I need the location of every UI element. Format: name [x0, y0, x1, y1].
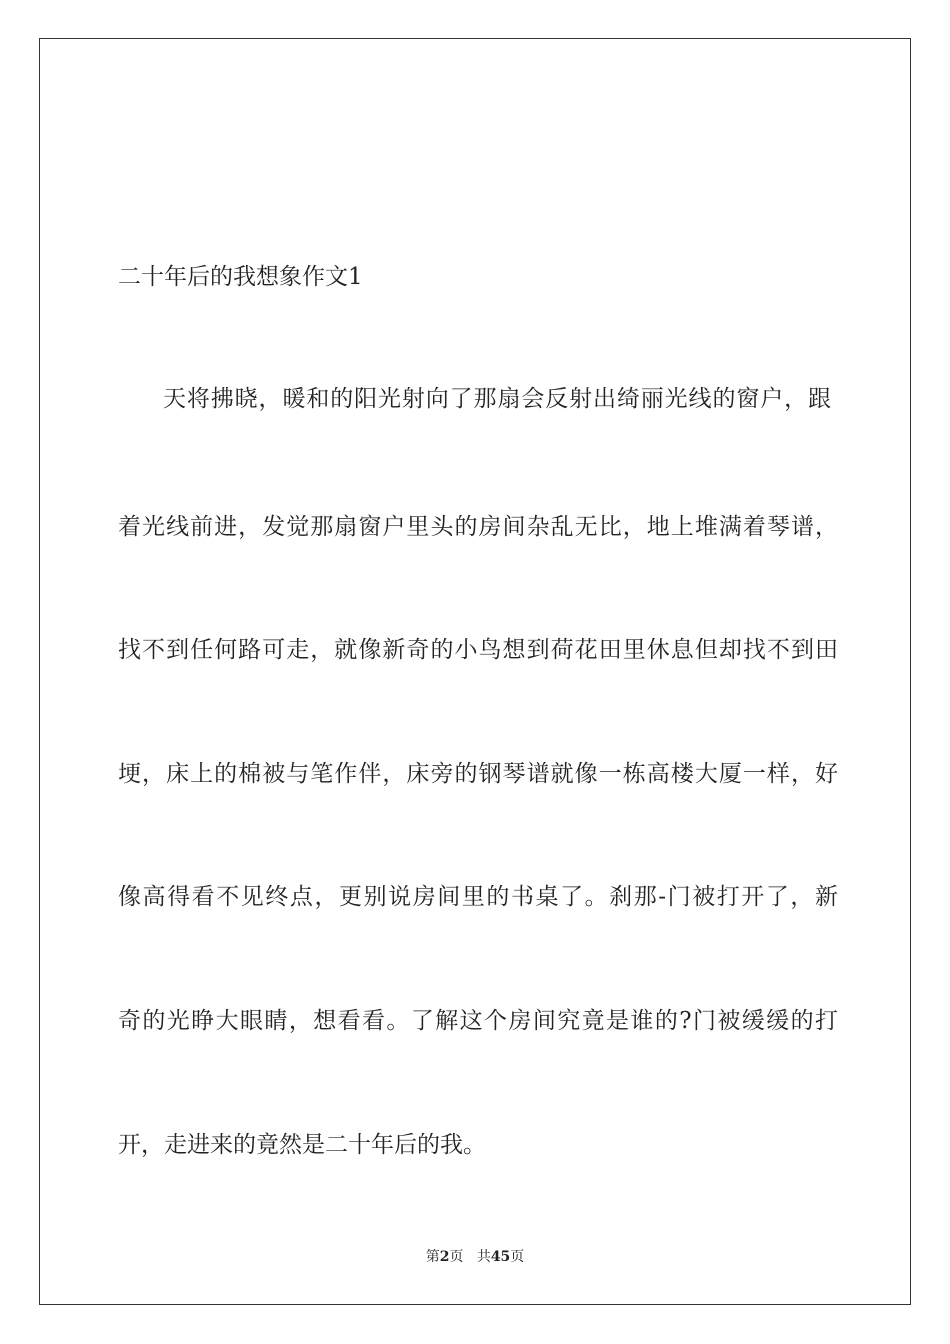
page-border	[39, 38, 911, 1305]
page-total: 45	[490, 1249, 511, 1265]
paragraph-line-5: 像高得看不见终点，更别说房间里的书桌了。刹那-门被打开了，新	[118, 884, 838, 910]
paragraph-line-7: 开，走进来的竟然是二十年后的我。	[118, 1132, 486, 1158]
paragraph-line-3: 找不到任何路可走，就像新奇的小鸟想到荷花田里休息但却找不到田	[118, 637, 838, 663]
document-title: 二十年后的我想象作文1	[118, 264, 363, 290]
paragraph-line-2: 着光线前进，发觉那扇窗户里头的房间杂乱无比，地上堆满着琴谱，	[118, 514, 838, 540]
total-prefix: 共	[476, 1249, 491, 1265]
total-unit: 页	[510, 1249, 525, 1265]
page-current: 2	[439, 1249, 450, 1265]
paragraph-line-4: 埂，床上的棉被与笔作伴，床旁的钢琴谱就像一栋高楼大厦一样，好	[118, 761, 838, 787]
paragraph-line-6: 奇的光睁大眼睛，想看看。了解这个房间究竟是谁的?门被缓缓的打	[118, 1008, 838, 1034]
page-footer	[0, 1247, 950, 1267]
page-unit: 页	[449, 1249, 464, 1265]
page-prefix: 第	[425, 1249, 440, 1265]
paragraph-line-1: 天将拂晓，暖和的阳光射向了那扇会反射出绮丽光线的窗户，跟	[163, 386, 831, 412]
